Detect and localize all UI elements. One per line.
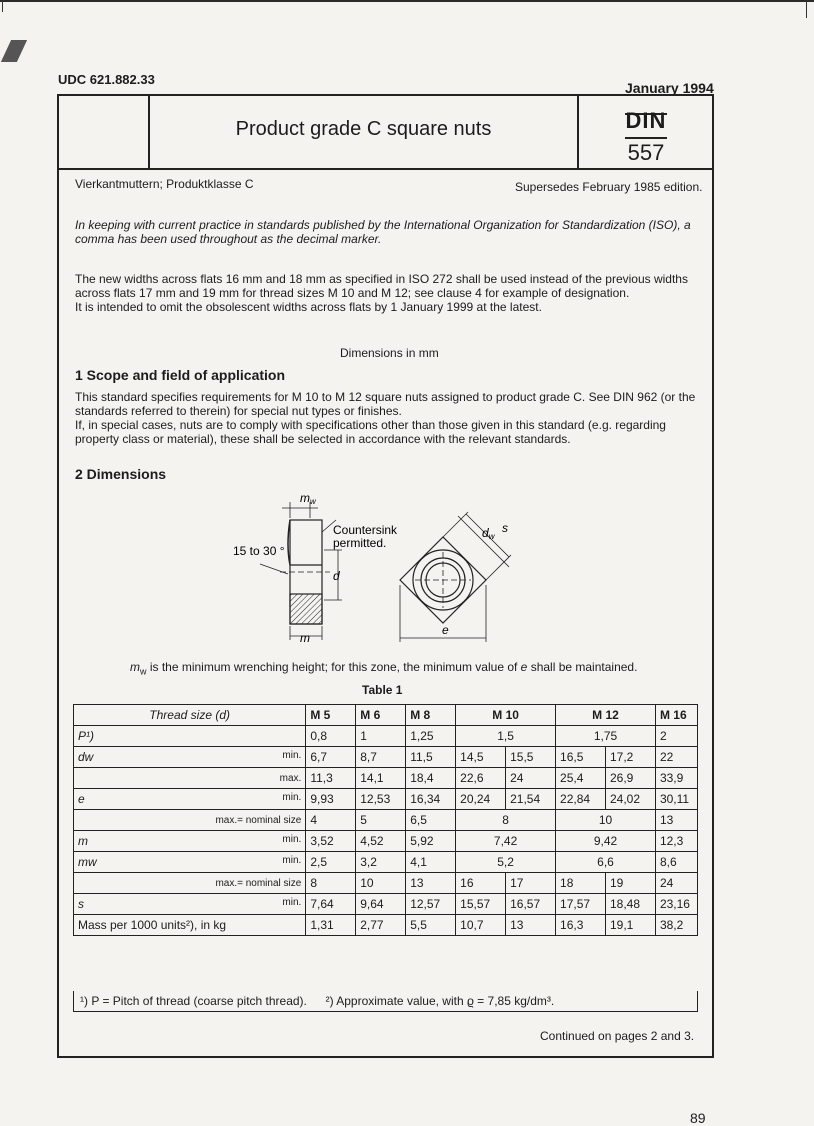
table-cell: 8 <box>456 810 556 831</box>
table-row <box>74 873 698 894</box>
table-footnotes <box>73 991 698 1012</box>
table-cell: 13 <box>506 915 556 936</box>
section-2-heading: 2 Dimensions <box>75 466 167 482</box>
table-cell: 16,34 <box>406 789 456 810</box>
table-cell: 26,9 <box>606 768 656 789</box>
table-row <box>74 894 698 915</box>
table-cell: 9,42 <box>556 831 656 852</box>
table-row <box>74 789 698 810</box>
table-cell: 4,52 <box>356 831 406 852</box>
row-label: max.= nominal size <box>74 810 306 831</box>
row-label: P¹) <box>74 726 306 747</box>
table-cell: 0,8 <box>306 726 356 747</box>
dimensions-unit: Dimensions in mm <box>340 346 439 360</box>
table-cell: 18,4 <box>406 768 456 789</box>
table-cell: 1,75 <box>556 726 656 747</box>
table-cell: 16,3 <box>556 915 606 936</box>
table-cell: 20,24 <box>456 789 506 810</box>
m-dimension-label: m <box>300 631 310 645</box>
table-cell: 1,5 <box>456 726 556 747</box>
countersink-label: Countersink <box>333 523 398 537</box>
table-cell: 21,54 <box>506 789 556 810</box>
row-label: Mass per 1000 units²), in kg <box>74 915 306 936</box>
table-cell: 2,77 <box>356 915 406 936</box>
table-row <box>74 810 698 831</box>
dw-dimension-label: dw <box>482 526 495 541</box>
table-cell: 5,92 <box>406 831 456 852</box>
section-1-para-2: If, in special cases, nuts are to comply with specifications other than those given in this standard (e.g. regarding property class or material), these shall be selected in accordance with the relevant standards. <box>75 418 666 446</box>
table-cell: 22 <box>655 747 697 768</box>
table-cell: 38,2 <box>655 915 697 936</box>
table-cell: 13 <box>655 810 697 831</box>
table-cell: 6,6 <box>556 852 656 873</box>
table-cell: 30,11 <box>655 789 697 810</box>
table-cell: 24 <box>655 873 697 894</box>
widths-note <box>75 272 700 314</box>
table-row <box>74 831 698 852</box>
angle-label: 15 to 30 ° <box>233 544 285 558</box>
scan-artifact <box>1 40 27 62</box>
table-cell: 12,57 <box>406 894 456 915</box>
side-view <box>260 502 342 640</box>
table-cell: 13 <box>406 873 456 894</box>
table-cell: 17,57 <box>556 894 606 915</box>
table-cell: 5 <box>356 810 406 831</box>
mw-dimension-label: mw <box>300 491 316 506</box>
issue-date: January 1994 <box>625 80 714 96</box>
table-cell: 11,5 <box>406 747 456 768</box>
row-label: s min. <box>74 894 306 915</box>
table-cell: 22,6 <box>456 768 506 789</box>
table-cell: 16,5 <box>556 747 606 768</box>
table-cell: 3,52 <box>306 831 356 852</box>
mw-note: $m_w$ is the minimum wrenching height; for this zone, the minimum value of e shall be maintained. <box>130 660 638 677</box>
row-label: dw min. <box>74 747 306 768</box>
thread-size-header: Thread size (d) <box>74 705 306 726</box>
row-label: e min. <box>74 789 306 810</box>
row-label: max.= nominal size <box>74 873 306 894</box>
din-label: DIN <box>625 108 667 133</box>
table-cell: 22,84 <box>556 789 606 810</box>
section-1-heading: 1 Scope and field of application <box>75 367 286 383</box>
table-cell: 9,64 <box>356 894 406 915</box>
table-cell: 15,5 <box>506 747 556 768</box>
d-dimension-label: d <box>333 569 340 583</box>
e-dimension-label: e <box>442 623 449 637</box>
dimensions-table <box>73 704 698 936</box>
table-cell: 18,48 <box>606 894 656 915</box>
title-divider-right <box>577 96 579 168</box>
decimal-comma-note: In keeping with current practice in standards published by the International Organization for Standardization (ISO), a comma has been used throughout as the decimal marker. <box>75 218 691 246</box>
table-cell: 4,1 <box>406 852 456 873</box>
table-cell: 1 <box>356 726 406 747</box>
din-number: 557 <box>627 140 665 165</box>
table-row <box>74 852 698 873</box>
document-title: Product grade C square nuts <box>235 118 492 140</box>
widths-note-2: It is intended to omit the obsolescent widths across flats by 1 January 1999 at the latest. <box>75 300 542 314</box>
table-cell: 14,1 <box>356 768 406 789</box>
top-rule <box>0 0 814 2</box>
table-cell: 17,2 <box>606 747 656 768</box>
table-row <box>74 726 698 747</box>
size-header: M 12 <box>556 705 656 726</box>
size-header: M 10 <box>456 705 556 726</box>
section-1-body <box>75 390 700 446</box>
table-cell: 2,5 <box>306 852 356 873</box>
footnote-2: ²) Approximate value, with ϱ = 7,85 kg/dm³. <box>325 994 555 1008</box>
table-cell: 8 <box>306 873 356 894</box>
table-cell: 12,3 <box>655 831 697 852</box>
row-label: m min. <box>74 831 306 852</box>
table-cell: 16 <box>456 873 506 894</box>
table-cell: 7,42 <box>456 831 556 852</box>
table-cell: 14,5 <box>456 747 506 768</box>
udc-code: UDC 621.882.33 <box>58 72 155 87</box>
german-title: Vierkantmuttern; Produktklasse C <box>75 177 254 191</box>
permitted-label: permitted. <box>333 536 387 550</box>
edge-mark-right <box>806 0 807 18</box>
table-cell: 12,53 <box>356 789 406 810</box>
table-cell: 2 <box>655 726 697 747</box>
square-nut-figure <box>220 490 540 650</box>
table-cell: 25,4 <box>556 768 606 789</box>
table-title: Table 1 <box>362 683 403 697</box>
continued-note: Continued on pages 2 and 3. <box>540 1029 695 1043</box>
table-cell: 10 <box>556 810 656 831</box>
table-cell: 9,93 <box>306 789 356 810</box>
table-cell: 24 <box>506 768 556 789</box>
section-1-para-1: This standard specifies requirements for M 10 to M 12 square nuts assigned to product grade C. See DIN 962 (or the standards referred to therein) for special nut types or finishes. <box>75 390 696 418</box>
table-row <box>74 768 698 789</box>
supersedes-note: Supersedes February 1985 edition. <box>515 180 703 194</box>
size-header: M 6 <box>356 705 406 726</box>
size-header: M 5 <box>306 705 356 726</box>
table-header-row <box>74 705 698 726</box>
table-cell: 11,3 <box>306 768 356 789</box>
footnote-1: ¹) P = Pitch of thread (coarse pitch thread). <box>80 994 307 1008</box>
table-cell: 19 <box>606 873 656 894</box>
table-row <box>74 747 698 768</box>
table-cell: 5,2 <box>456 852 556 873</box>
row-label: max. <box>74 768 306 789</box>
table-cell: 33,9 <box>655 768 697 789</box>
table-row <box>74 915 698 936</box>
table-cell: 5,5 <box>406 915 456 936</box>
table-cell: 23,16 <box>655 894 697 915</box>
page-number: 89 <box>690 1110 706 1126</box>
table-cell: 18 <box>556 873 606 894</box>
edge-mark-left <box>2 0 3 12</box>
size-header: M 16 <box>655 705 697 726</box>
table-cell: 4 <box>306 810 356 831</box>
table-cell: 1,31 <box>306 915 356 936</box>
table-cell: 17 <box>506 873 556 894</box>
table-cell: 10,7 <box>456 915 506 936</box>
table-cell: 24,02 <box>606 789 656 810</box>
table-cell: 1,25 <box>406 726 456 747</box>
table-cell: 6,5 <box>406 810 456 831</box>
table-cell: 3,2 <box>356 852 406 873</box>
table-cell: 10 <box>356 873 406 894</box>
table-cell: 7,64 <box>306 894 356 915</box>
table-cell: 8,6 <box>655 852 697 873</box>
table-cell: 8,7 <box>356 747 406 768</box>
table-cell: 16,57 <box>506 894 556 915</box>
table-cell: 15,57 <box>456 894 506 915</box>
size-header: M 8 <box>406 705 456 726</box>
s-dimension-label: s <box>502 521 508 535</box>
table-cell: 19,1 <box>606 915 656 936</box>
widths-note-1: The new widths across flats 16 mm and 18 mm as specified in ISO 272 shall be used instead of the previous widths across flats 17 mm and 19 mm for thread sizes M 10 and M 12; see clause 4 for example of designation. <box>75 272 688 300</box>
table-cell: 6,7 <box>306 747 356 768</box>
din-underline <box>625 137 667 139</box>
row-label: mw min. <box>74 852 306 873</box>
